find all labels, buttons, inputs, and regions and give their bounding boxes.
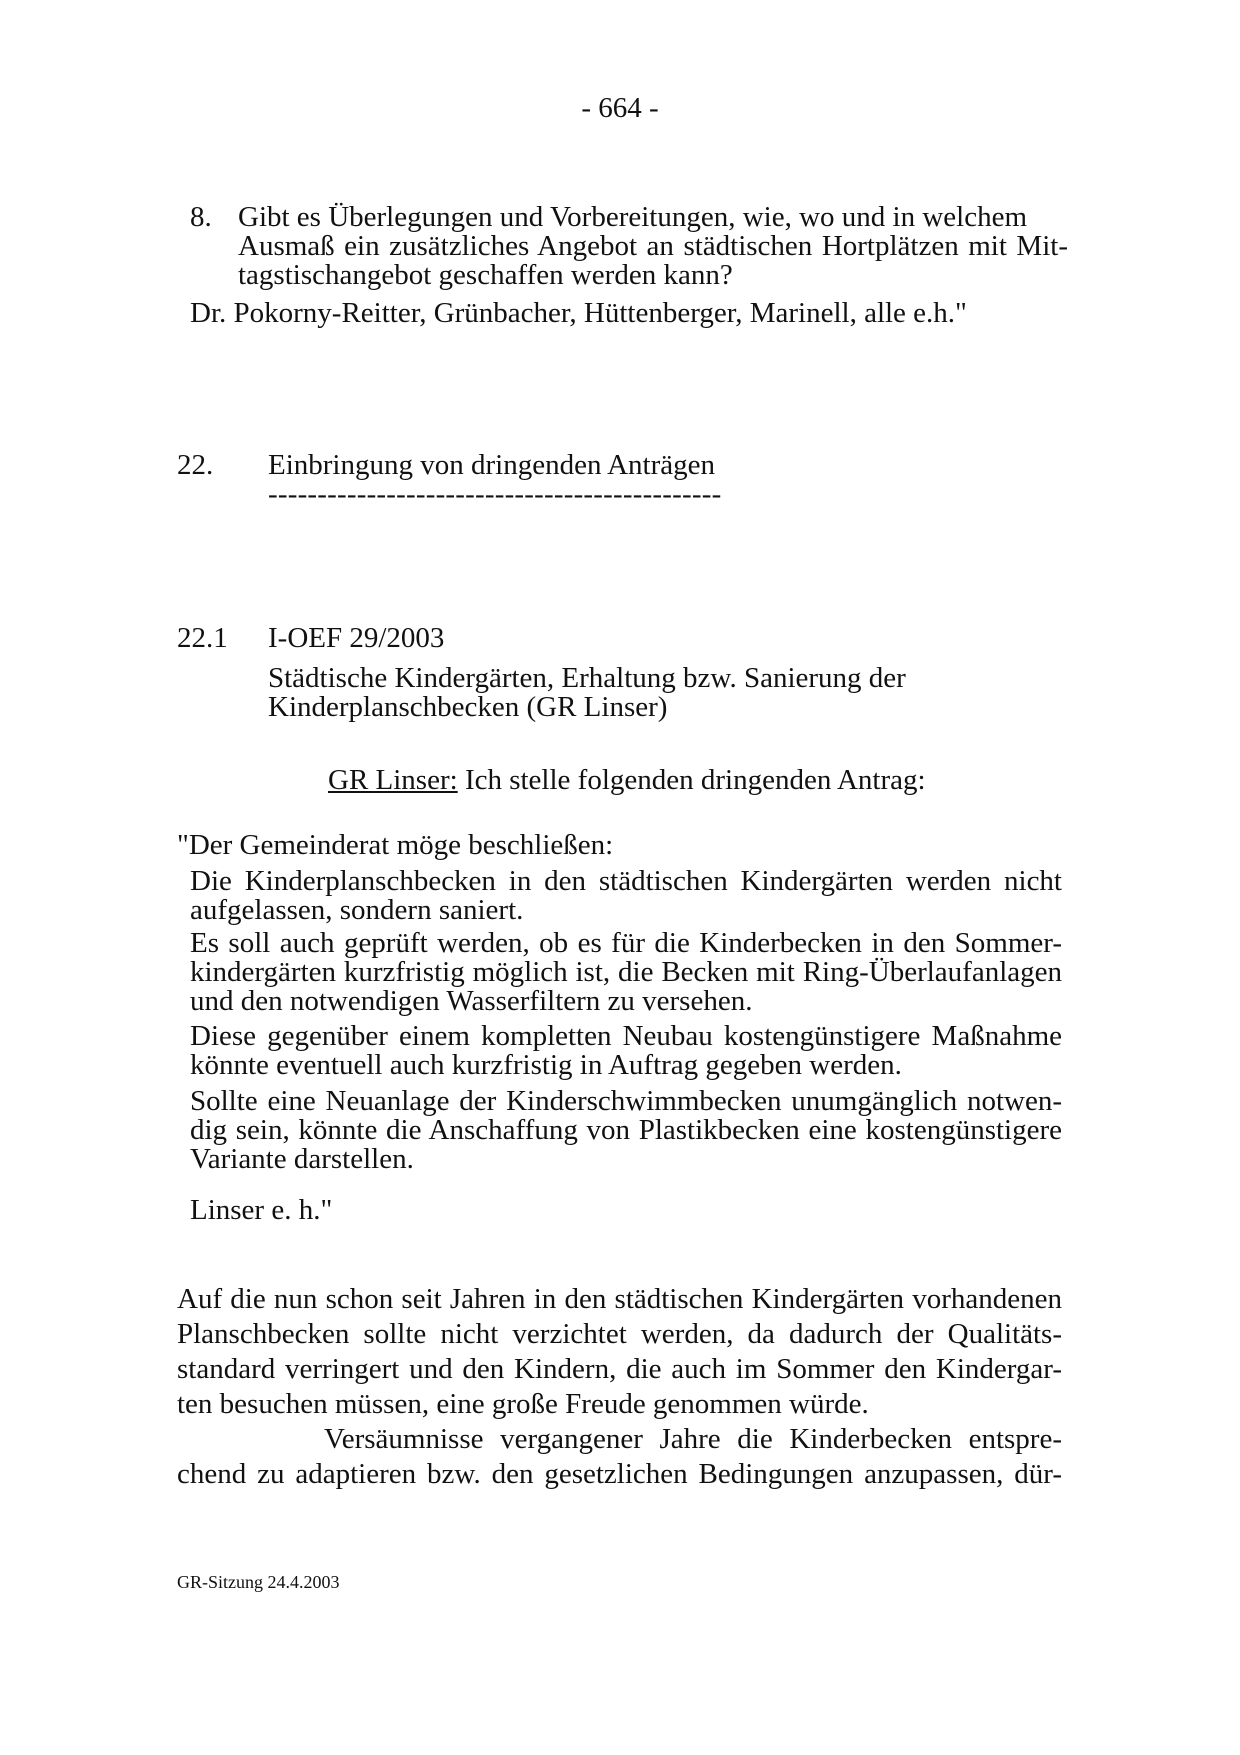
question-line: Gibt es Überlegungen und Vorbereitungen, wie, wo und in welchem [238, 201, 1028, 233]
motion-paragraph [190, 1087, 1062, 1174]
subsection-title [268, 664, 1028, 722]
motion-line: dig sein, könnte die Anschaffung von Plastikbecken eine kostengünstigere [190, 1114, 1062, 1146]
subsection-title-line: Städtische Kindergärten, Erhaltung bzw. Sanierung der [268, 662, 906, 694]
subsection-number: 22.1 [177, 622, 228, 654]
section-underline-rule: ---------------------------------------------- [268, 478, 722, 510]
motion-line: könnte eventuell auch kurzfristig in Auftrag gegeben werden. [190, 1049, 902, 1081]
question-text [238, 203, 1068, 290]
motion-line: kindergärten kurzfristig möglich ist, die Becken mit Ring-Überlaufanlagen [190, 956, 1062, 988]
body-line: standard verringert und den Kindern, die auch im Sommer den Kindergar- [177, 1353, 1062, 1385]
speaker-name: GR Linser: [328, 764, 458, 796]
body-paragraph [177, 1282, 1062, 1422]
motion-line: Die Kinderplanschbecken in den städtischen Kindergärten werden nicht [190, 865, 1062, 897]
subsection-code: I-OEF 29/2003 [268, 622, 445, 654]
section-title: Einbringung von dringenden Anträgen [268, 449, 715, 481]
motion-intro: "Der Gemeinderat möge beschließen: [177, 829, 614, 861]
question-line: Ausmaß ein zusätzliches Angebot an städtischen Hortplätzen mit Mit- [238, 230, 1068, 262]
motion-paragraph [190, 1022, 1062, 1080]
motion-line: Sollte eine Neuanlage der Kinderschwimmbecken unumgänglich notwen- [190, 1085, 1062, 1117]
subsection-title-line: Kinderplanschbecken (GR Linser) [268, 691, 668, 723]
motion-line: Diese gegenüber einem kompletten Neubau kostengünstigere Maßnahme [190, 1020, 1062, 1052]
body-line: Auf die nun schon seit Jahren in den städtischen Kindergärten vorhandenen [177, 1283, 1062, 1315]
body-line: Versäumnisse vergangener Jahre die Kinderbecken entspre- [324, 1423, 1062, 1455]
motion-line: aufgelassen, sondern saniert. [190, 894, 524, 926]
speaker-text: Ich stelle folgenden dringenden Antrag: [457, 764, 926, 796]
section-number: 22. [177, 449, 214, 481]
motion-line: und den notwendigen Wasserfiltern zu versehen. [190, 985, 753, 1017]
motion-line: Es soll auch geprüft werden, ob es für die Kinderbecken in den Sommer- [190, 927, 1062, 959]
body-line: ten besuchen müssen, eine große Freude genommen würde. [177, 1388, 869, 1420]
motion-paragraph [190, 867, 1062, 925]
speaker-statement [328, 766, 926, 795]
body-paragraph [177, 1422, 1062, 1492]
question-number: 8. [190, 201, 212, 233]
motion-line: Variante darstellen. [190, 1143, 414, 1175]
motion-signoff: Linser e. h." [190, 1194, 333, 1226]
page-number: - 664 - [581, 92, 659, 124]
question-line: tagstischangebot geschaffen werden kann? [238, 259, 733, 291]
body-line: Planschbecken sollte nicht verzichtet werden, da dadurch der Qualitäts- [177, 1318, 1062, 1350]
motion-paragraph [190, 929, 1062, 1016]
body-line: chend zu adaptieren bzw. den gesetzlichen Bedingungen anzupassen, dür- [177, 1458, 1062, 1490]
footer-session-date: GR-Sitzung 24.4.2003 [177, 1572, 340, 1592]
question-signers: Dr. Pokorny-Reitter, Grünbacher, Hüttenberger, Marinell, alle e.h." [190, 297, 967, 329]
